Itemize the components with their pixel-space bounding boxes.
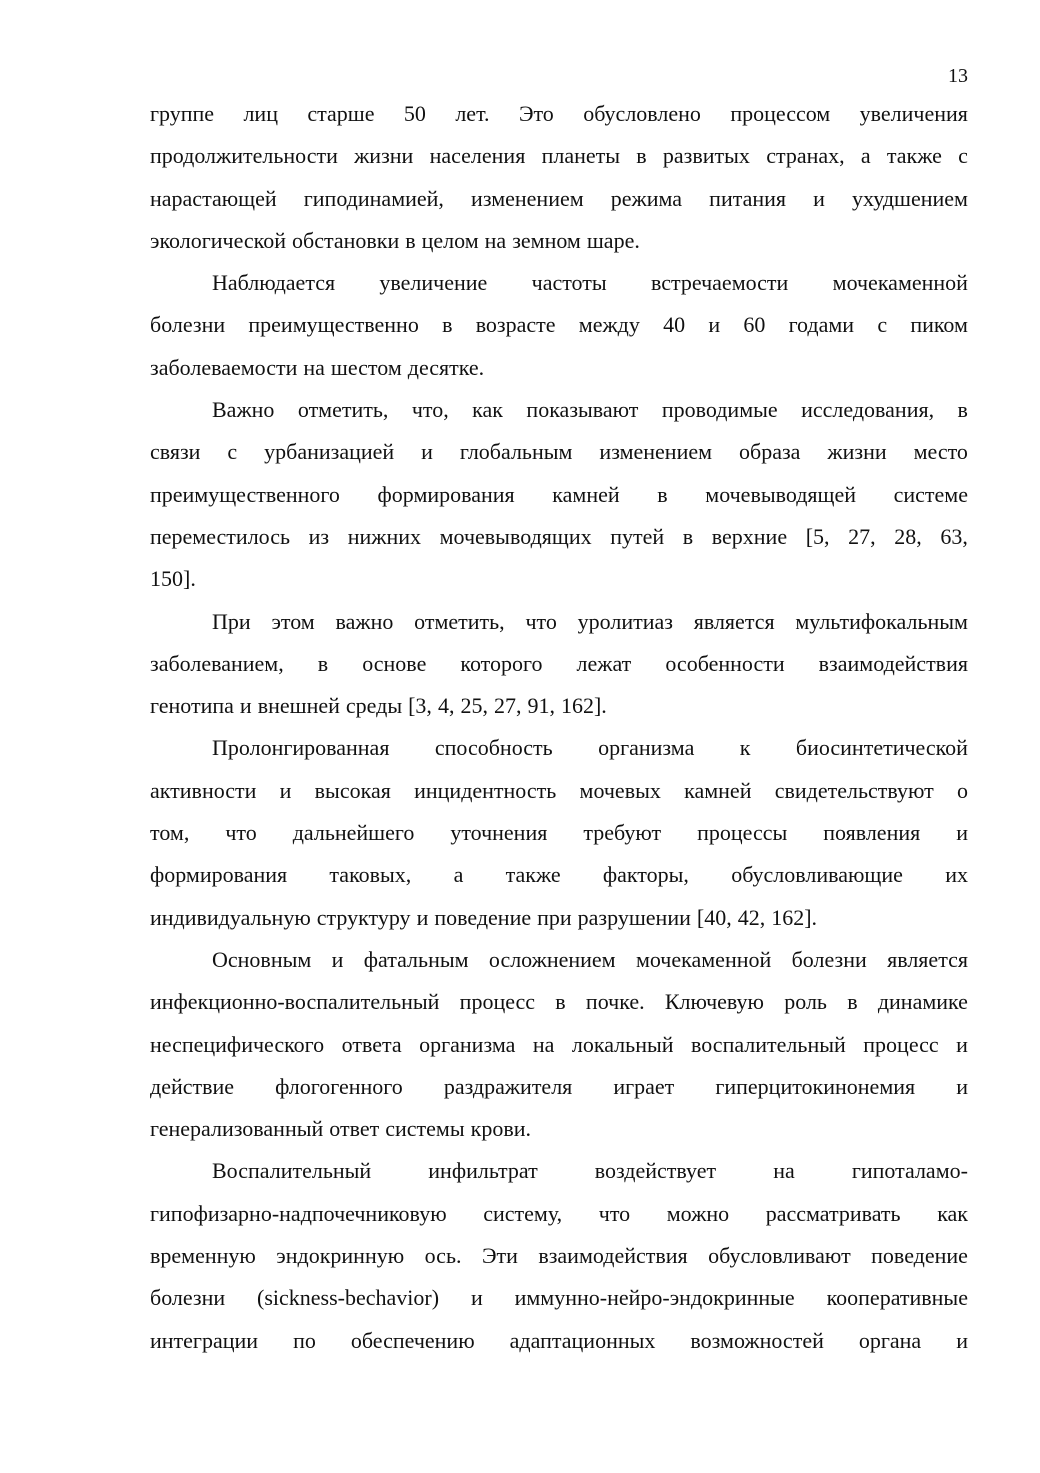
paragraph <box>150 727 968 938</box>
text-line: заболеваемости на шестом десятке. <box>150 354 485 380</box>
body-text <box>150 93 968 1362</box>
paragraph <box>150 262 968 389</box>
text-line: формирования таковых, а также факторы, обусловливающие их <box>150 862 968 888</box>
paragraph <box>150 389 968 600</box>
text-line: экологической обстановки в целом на земном шаре. <box>150 227 640 253</box>
text-line: заболеванием, в основе которого лежат особенности взаимодействия <box>150 650 968 676</box>
text-line: действие флогогенного раздражителя играет гиперцитокинонемия и <box>150 1073 968 1099</box>
text-line: нарастающей гиподинамией, изменением режима питания и ухудшением <box>150 185 968 211</box>
text-line: Наблюдается увеличение частоты встречаемости мочекаменной <box>212 270 968 296</box>
text-line: Воспалительный инфильтрат воздействует на гипоталамо- <box>212 1158 968 1184</box>
text-line: 150]. <box>150 566 196 592</box>
paragraph <box>150 93 968 262</box>
paragraph <box>150 601 968 728</box>
text-line: группе лиц старше 50 лет. Это обусловлено процессом увеличения <box>150 101 968 126</box>
text-line: При этом важно отметить, что уролитиаз является мультифокальным <box>212 608 968 634</box>
text-line: преимущественного формирования камней в мочевыводящей системе <box>150 481 968 507</box>
paragraph <box>150 939 968 1150</box>
text-line: интеграции по обеспечению адаптационных возможностей органа и <box>150 1327 968 1353</box>
text-line: инфекционно-воспалительный процесс в почке. Ключевую роль в динамике <box>150 989 968 1015</box>
text-line: болезни преимущественно в возрасте между 40 и 60 годами с пиком <box>150 312 968 338</box>
text-line: Важно отметить, что, как показывают проводимые исследования, в <box>212 397 968 423</box>
page-number: 13 <box>948 65 968 87</box>
text-line: болезни (sickness-bechavior) и иммунно-нейро-эндокринные кооперативные <box>150 1285 968 1311</box>
text-line: Пролонгированная способность организма к биосинтетической <box>212 735 968 761</box>
text-line: генерализованный ответ системы крови. <box>150 1116 531 1142</box>
text-line: активности и высокая инцидентность мочевых камней свидетельствуют о <box>150 777 968 803</box>
paragraph <box>150 1150 968 1361</box>
text-line: Основным и фатальным осложнением мочекаменной болезни является <box>212 946 968 972</box>
text-line: переместилось из нижних мочевыводящих путей в верхние [5, 27, 28, 63, <box>150 523 968 549</box>
text-line: неспецифического ответа организма на локальный воспалительный процесс и <box>150 1031 968 1057</box>
text-line: продолжительности жизни населения планеты в развитых странах, а также с <box>150 143 968 169</box>
text-line: гипофизарно-надпочечниковую систему, что можно рассматривать как <box>150 1200 968 1226</box>
text-line: генотипа и внешней среды [3, 4, 25, 27, 91, 162]. <box>150 693 607 719</box>
text-line: том, что дальнейшего уточнения требуют процессы появления и <box>150 820 968 846</box>
text-line: временную эндокринную ось. Эти взаимодействия обусловливают поведение <box>150 1243 968 1269</box>
text-line: индивидуальную структуру и поведение при разрушении [40, 42, 162]. <box>150 904 818 930</box>
text-line: связи с урбанизацией и глобальным изменением образа жизни место <box>150 439 968 465</box>
